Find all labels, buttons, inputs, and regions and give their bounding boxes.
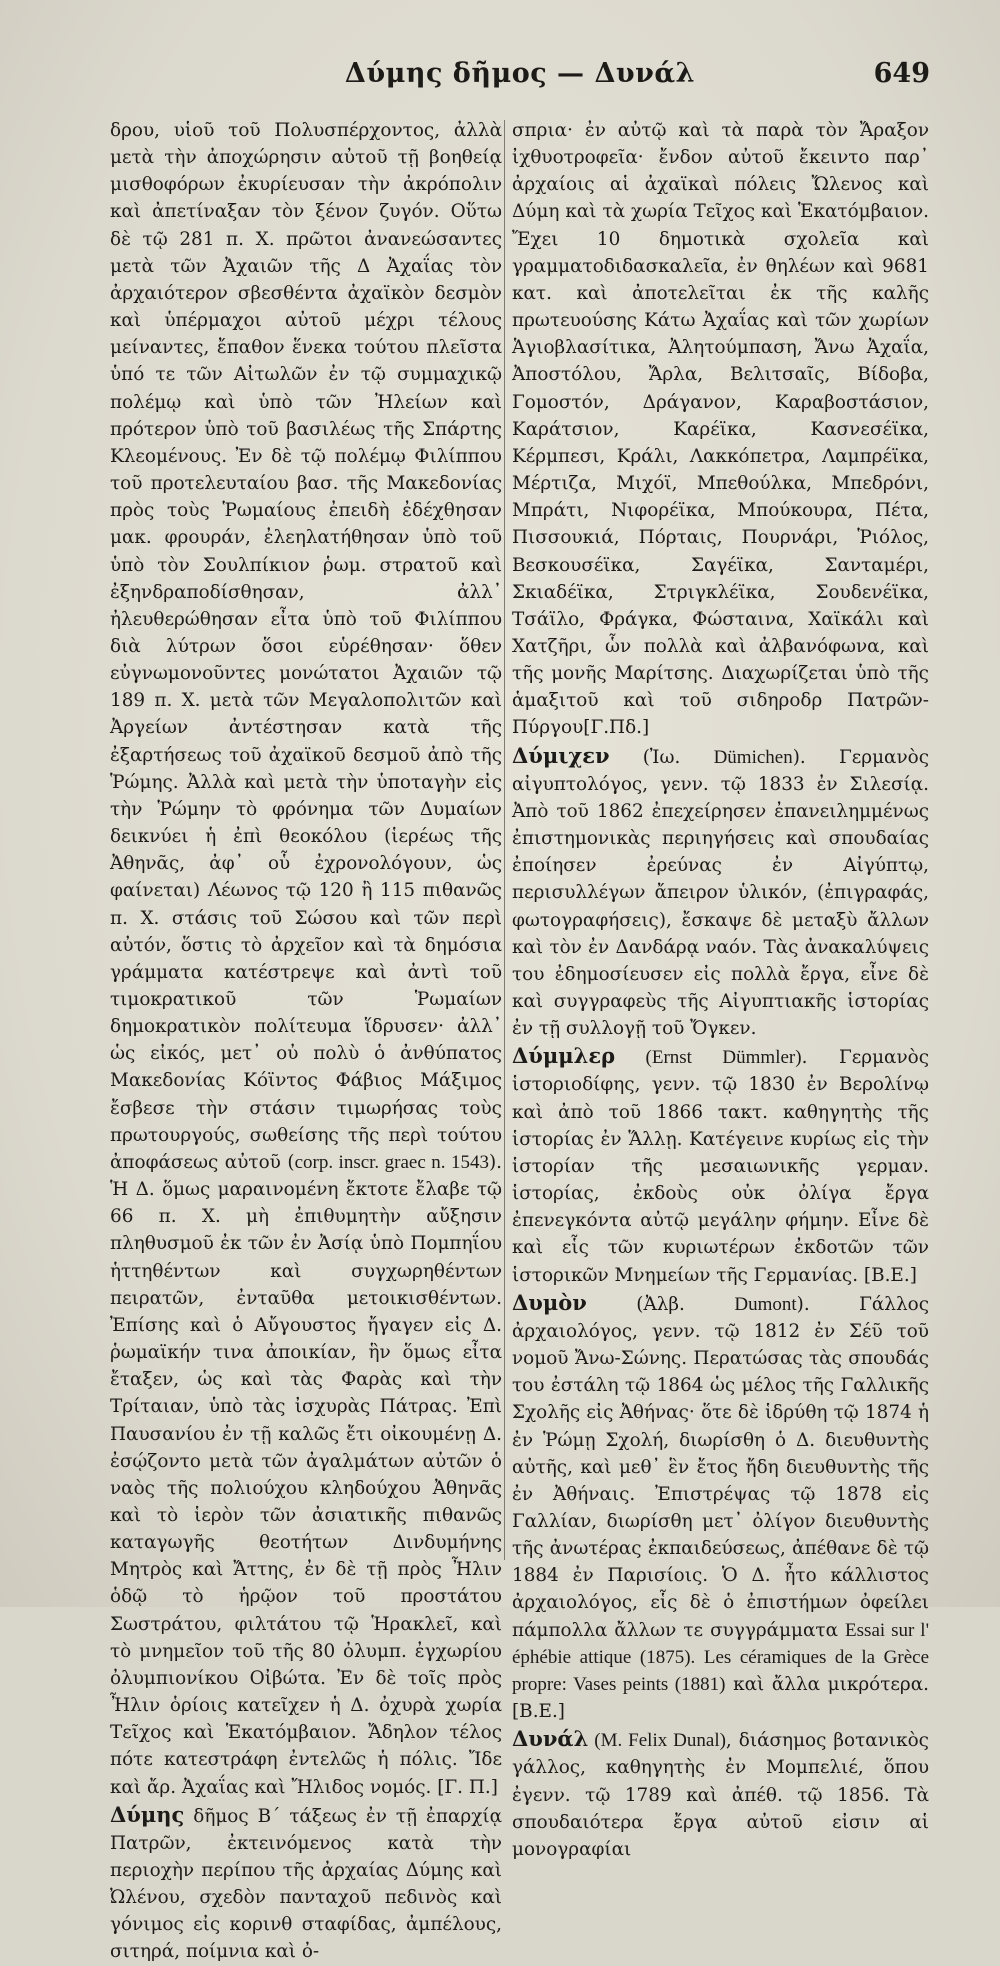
column-divider — [504, 120, 505, 1560]
entry-text: (Ἀλβ. — [586, 1293, 735, 1315]
entry-text: σπρια· ἐν αὐτῷ καὶ τὰ παρὰ τὸν Ἄραξον ἰχθυοτροφεῖα· ἔνδον αὐτοῦ ἔκειντο παρ᾿ ἀρχαίοις αἱ ἀχαϊκαὶ πόλεις Ὤλενος καὶ Δύμη καὶ τὰ χωρία Τεῖχος καὶ Ἑκατόμβαιον. Ἔχει 10 δημοτικὰ σχολεῖα καὶ γραμματοδιδασκαλεῖα, ἐν θηλέων καὶ 9681 κατ. καὶ ἀποτελεῖται ἐκ τῆς καλῆς πρωτευούσης Κάτω Ἀχαΐας καὶ τῶν χωρίων Ἁγιοβλασίτικα, Ἀλητούμπαση, Ἄνω Ἀχαΐα, Ἀποστόλου, Ἄρλα, Βελιτσαῖς, Βίδοβα, Γομοστόν, Δράγανον, Καραβοστάσιον, Καράτσιον, Καρέϊκα, Κασνεσέϊκα, Κέρμπεσι, Κράλι, Λακκόπετρα, Λαμπρέϊκα, Μέρτιζα, Μιχόϊ, Μπεθούλκα, Μπεδρόνι, Μπράτι, Νιφορέϊκα, Μπούκουρα, Πέτα, Πισσουκιά, Πόρταις, Πουρνάρι, Ῥιόλος, Βεσκουσέϊκα, Σαγέϊκα, Σανταμέρι, Σκιαδέϊκα, Στριγκλέϊκα, Σουδενέϊκα, Τσάϊλο, Φράγκα, Φώσταινα, Χαϊκάλι καὶ Χατζῆρι, ὧν πολλὰ καὶ ἀλβανόφωνα, καὶ τῆς μονῆς Μαρίτσης. Διαχωρίζεται ὑπὸ τῆς ἁμαξιτοῦ καὶ τοῦ σιδηροδρ Πατρῶν-Πύργου[Γ.Πδ.] — [512, 120, 929, 739]
entry-text: δρου, υἱοῦ τοῦ Πολυσπέρχοντος, ἀλλὰ μετὰ τὴν ἀποχώρησιν αὐτοῦ τῇ βοηθείᾳ μισθοφόρων ἐκυρίευσαν τὴν ἀκρόπολιν καὶ ἀπετίναξαν τὸν ξένον ζυγόν. Οὕτω δὲ τῷ 281 π. Χ. πρῶτοι ἀνανεώσαντες μετὰ τῶν Ἀχαιῶν τῆς Δ Ἀχαΐας τὸν ἀρχαιότερον σβεσθέντα ἀχαϊκὸν δεσμὸν καὶ ὑπέρμαχοι αὐτοῦ μέχρι τέλους μείναντες, ἔπαθον ἕνεκα τούτου πλεῖστα ὑπό τε τῶν Αἰτωλῶν ἐν τῷ συμμαχικῷ πολέμῳ καὶ ὑπὸ τῶν Ἠλείων καὶ πρότερον ὑπὸ τοῦ βασιλέως τῆς Σπάρτης Κλεομένους. Ἐν δὲ τῷ πολέμῳ Φιλίππου τοῦ προτελευταίου βασ. τῆς Μακεδονίας πρὸς τοὺς Ῥωμαίους ἐπειδὴ ἐδέχθησαν μακ. φρουράν, ἐλεηλατήθησαν ὑπὸ τοῦ ὑπὸ τὸν Σουλπίκιον ῥωμ. στρατοῦ καὶ ἐξηνδραποδίσθησαν, ἀλλ᾿ ἠλευθερώθησαν εἶτα ὑπὸ τοῦ Φιλίππου διὰ λύτρων ὅσοι εὑρέθησαν· ὅθεν εὐγνωμονοῦντες μονώτατοι Ἀχαιῶν τῷ 189 π. Χ. μετὰ τῶν Μεγαλοπολιτῶν καὶ Ἀργείων ἀντέστησαν κατὰ τῆς ἐξαρτήσεως τοῦ ἀχαϊκοῦ δεσμοῦ ἀπὸ τῆς Ῥώμης. Ἀλλὰ καὶ μετὰ τὴν ὑποταγὴν εἰς τὴν Ῥώμην τὸ φρόνημα τῶν Δυμαίων δεικνύει ἡ ἐπὶ θεοκόλου (ἱερέως τῆς Ἀθηνᾶς, ἀφ᾿ οὗ ἐχρονολόγουν, ὡς φαίνεται) Λέωνος τῷ 120 ἢ 115 πιθανῶς π. Χ. στάσις τοῦ Σώσου καὶ τῶν περὶ αὐτόν, ὅστις τὸ ἀρχεῖον καὶ τὰ δημόσια γράμματα κατέστρεψε καὶ ἀντὶ τοῦ τιμοκρατικοῦ τῶν Ῥωμαίων δημοκρατικὸν πολίτευμα ἵδρυσεν· ἀλλ᾿ ὡς εἰκός, μετ᾿ οὐ πολὺ ὁ ἀνθύπατος Μακεδονίας Κόϊντος Φάβιος Μάξιμος ἔσβεσε τὴν στάσιν τιμωρήσας τοὺς πρωτουργούς, σωθείσης τῆς περὶ τούτου ἀποφάσεως αὐτοῦ ( — [110, 120, 502, 1173]
running-title: Δύμης δῆμος — Δυνάλ — [344, 58, 696, 89]
latin-name: Dumont — [734, 1293, 797, 1315]
headword: Δύμης — [110, 1801, 185, 1827]
latin-name: Dümichen — [713, 746, 793, 768]
entry-text: δῆμος Β´ τάξεως ἐν τῇ ἐπαρχίᾳ Πατρῶν, ἐκτεινόμενος κατὰ τὴν περιοχὴν περίπου τῆς ἀρχαίας Δύμης καὶ Ὠλένου, σχεδὸν πανταχοῦ πεδινὸς καὶ γόνιμος εἰς κορινθ σταφίδας, ἀμπέλους, σιτηρά, ποίμνια καὶ ὀ- — [110, 1805, 502, 1963]
right-column — [512, 117, 929, 1863]
entry-dymis-continuation — [512, 117, 929, 742]
entry-dummler — [512, 1042, 929, 1288]
headword: Δύμιχεν — [512, 742, 610, 768]
latin-name: (M. Felix Dunal) — [588, 1730, 726, 1752]
latin-works: Essai sur l' éphébie attique (1875). Les céramiques de la Grèce propre: Vases peints (1881) — [512, 1619, 929, 1695]
latin-name: (Ernst Dümmler) — [615, 1047, 802, 1069]
headword: Δυνάλ — [512, 1726, 589, 1752]
left-column — [110, 117, 502, 1966]
entry-dumont — [512, 1289, 929, 1726]
headword: Δύμμλερ — [512, 1043, 616, 1069]
entry-text: (Ἰω. — [609, 746, 714, 768]
page-number: 649 — [873, 58, 930, 89]
entry-dymis-demos — [110, 1801, 502, 1966]
entry-dumichen — [512, 742, 929, 1043]
entry-dyme-continuation — [110, 117, 502, 1801]
entry-text: ). Γερμανὸς αἰγυπτολόγος, γενν. τῷ 1833 ἐν Σιλεσίᾳ. Ἀπὸ τοῦ 1862 ἐπεχείρησεν ἐπανειλημμένως ἐπιστημονικὰς περιηγήσεις καὶ σπουδαίας ἐποίησεν ἐρεύνας ἐν Αἰγύπτῳ, περισυλλέγων ἄπειρον ὑλικόν, (ἐπιγραφάς, φωτογραφήσεις), ἔσκαψε δὲ μεταξὺ ἄλλων καὶ τὸν ἐν Δανδάρᾳ ναόν. Τὰς ἀνακαλύψεις του ἐδημοσίευσεν εἰς πολλὰ ἔργα, εἶνε δὲ καὶ συγγραφεὺς τῆς Αἰγυπτιακῆς ἱστορίας ἐν τῇ συλλογῇ τοῦ Ὄγκεν. — [512, 746, 929, 1040]
headword: Δυμὸν — [512, 1289, 587, 1315]
running-header — [110, 58, 930, 98]
corpus-reference: corp. inscr. graec n. 1543 — [294, 1151, 489, 1173]
entry-text: καὶ ἄλλα μικρότερα. [Β.Ε.] — [512, 1673, 929, 1723]
entry-text: . Γερμανὸς ἱστοριοδίφης, γενν. τῷ 1830 ἐν Βερολίνῳ καὶ ἀπὸ τοῦ 1866 τακτ. καθηγητὴς τῆς ἱστορίας ἐν Ἅλλῃ. Κατέγεινε κυρίως εἰς τὴν ἱστορίαν τῆς μεσαιωνικῆς γερμαν. ἱστορίας, ἐκδοὺς οὐκ ὀλίγα ἔργα ἐπενεγκόντα αὐτῷ μεγάλην φήμην. Εἶνε δὲ καὶ εἷς τῶν κυριωτέρων ἐκδοτῶν τῶν ἱστορικῶν Μνημείων τῆς Γερμανίας. [Β.Ε.] — [512, 1047, 930, 1286]
entry-dunal — [512, 1725, 929, 1863]
entry-text: ). Ἡ Δ. ὅμως μαραινομένη ἔκτοτε ἔλαβε τῷ 66 π. Χ. μὴ ἐπιθυμητὴν αὔξησιν πληθυσμοῦ ἐκ τῶν ἐν Ἀσίᾳ ὑπὸ Πομπηΐου ἡττηθέντων καὶ συγχωρηθέντων πειρατῶν, ἐνταῦθα μετοικισθέντων. Ἐπίσης καὶ ὁ Αὔγουστος ἤγαγεν εἰς Δ. ῥωμαϊκήν τινα ἀποικίαν, ἣν ὅμως εἶτα ἔταξεν, ὡς καὶ τὰς Φαρὰς καὶ τὴν Τρίταιαν, ὑπὸ τὰς ἰσχυρὰς Πάτρας. Ἐπὶ Παυσανίου ἐν τῇ καλῶς ἔτι οἰκουμένῃ Δ. ἐσῴζοντο μετὰ τῶν ἀγαλμάτων αὐτῶν ὁ ναὸς τῆς πολιούχου κληδούχου Ἀθηνᾶς καὶ τὸ ἱερὸν τῶν ἀσιατικῆς πιθανῶς καταγωγῆς θεοτήτων Δινδυμήνης Μητρὸς καὶ Ἄττης, ἐν δὲ τῇ πρὸς Ἦλιν ὁδῷ τὸ ἡρῷον τοῦ προστάτου Σωστράτου, φιλτάτου τῷ Ἡρακλεῖ, καὶ τὸ μνημεῖον τοῦ τῆς 80 ὀλυμπ. ἐγχωρίου ὀλυμπιονίκου Οἰβώτα. Ἐν δὲ τοῖς πρὸς Ἦλιν ὁρίοις κατεῖχεν ἡ Δ. ὀχυρὰ χωρία Τεῖχος καὶ Ἑκατόμβαιον. Ἄδηλον τέλος πότε κατεστράφη ἐντελῶς ἡ πόλις. Ἴδε καὶ ἄρ. Ἀχαΐας καὶ Ἤλιδος νομός. [Γ. Π.] — [110, 1151, 502, 1798]
entry-text: , διάσημος βοτανικὸς γάλλος, καθηγητὴς ἐν Μομπελιέ, ὅπου ἐγενν. τῷ 1789 καὶ ἀπέθ. τῷ 1856. Τὰ σπουδαιότερα ἔργα αὐτοῦ εἰσιν αἱ μονογραφίαι — [512, 1730, 929, 1860]
entry-text: ). Γάλλος ἀρχαιολόγος, γενν. τῷ 1812 ἐν Σέῦ τοῦ νομοῦ Ἄνω-Σώνης. Περατώσας τὰς σπουδάς του ἐστάλη τῷ 1864 ὡς μέλος τῆς Γαλλικῆς Σχολῆς εἰς Ἀθήνας· ὅτε δὲ ἱδρύθη τῷ 1874 ἡ ἐν Ῥώμῃ Σχολή, διωρίσθη ὁ Δ. διευθυντὴς αὐτῆς, καὶ μεθ᾿ ἓν ἔτος ἤδη διευθυντὴς τῆς ἐν Ἀθήναις. Ἐπιστρέψας τῷ 1878 εἰς Γαλλίαν, διωρίσθη μετ᾿ ὀλίγον διευθυντὴς τῆς ἀνωτέρας ἐκπαιδεύσεως, ἀπέθανε δὲ τῷ 1884 ἐν Παρισίοις. Ὁ Δ. ἦτο κάλλιστος ἀρχαιολόγος, εἷς δὲ ὁ ἐπιστήμων ὀφείλει πάμπολλα ἄλλων τε συγγράμματα — [512, 1293, 929, 1641]
